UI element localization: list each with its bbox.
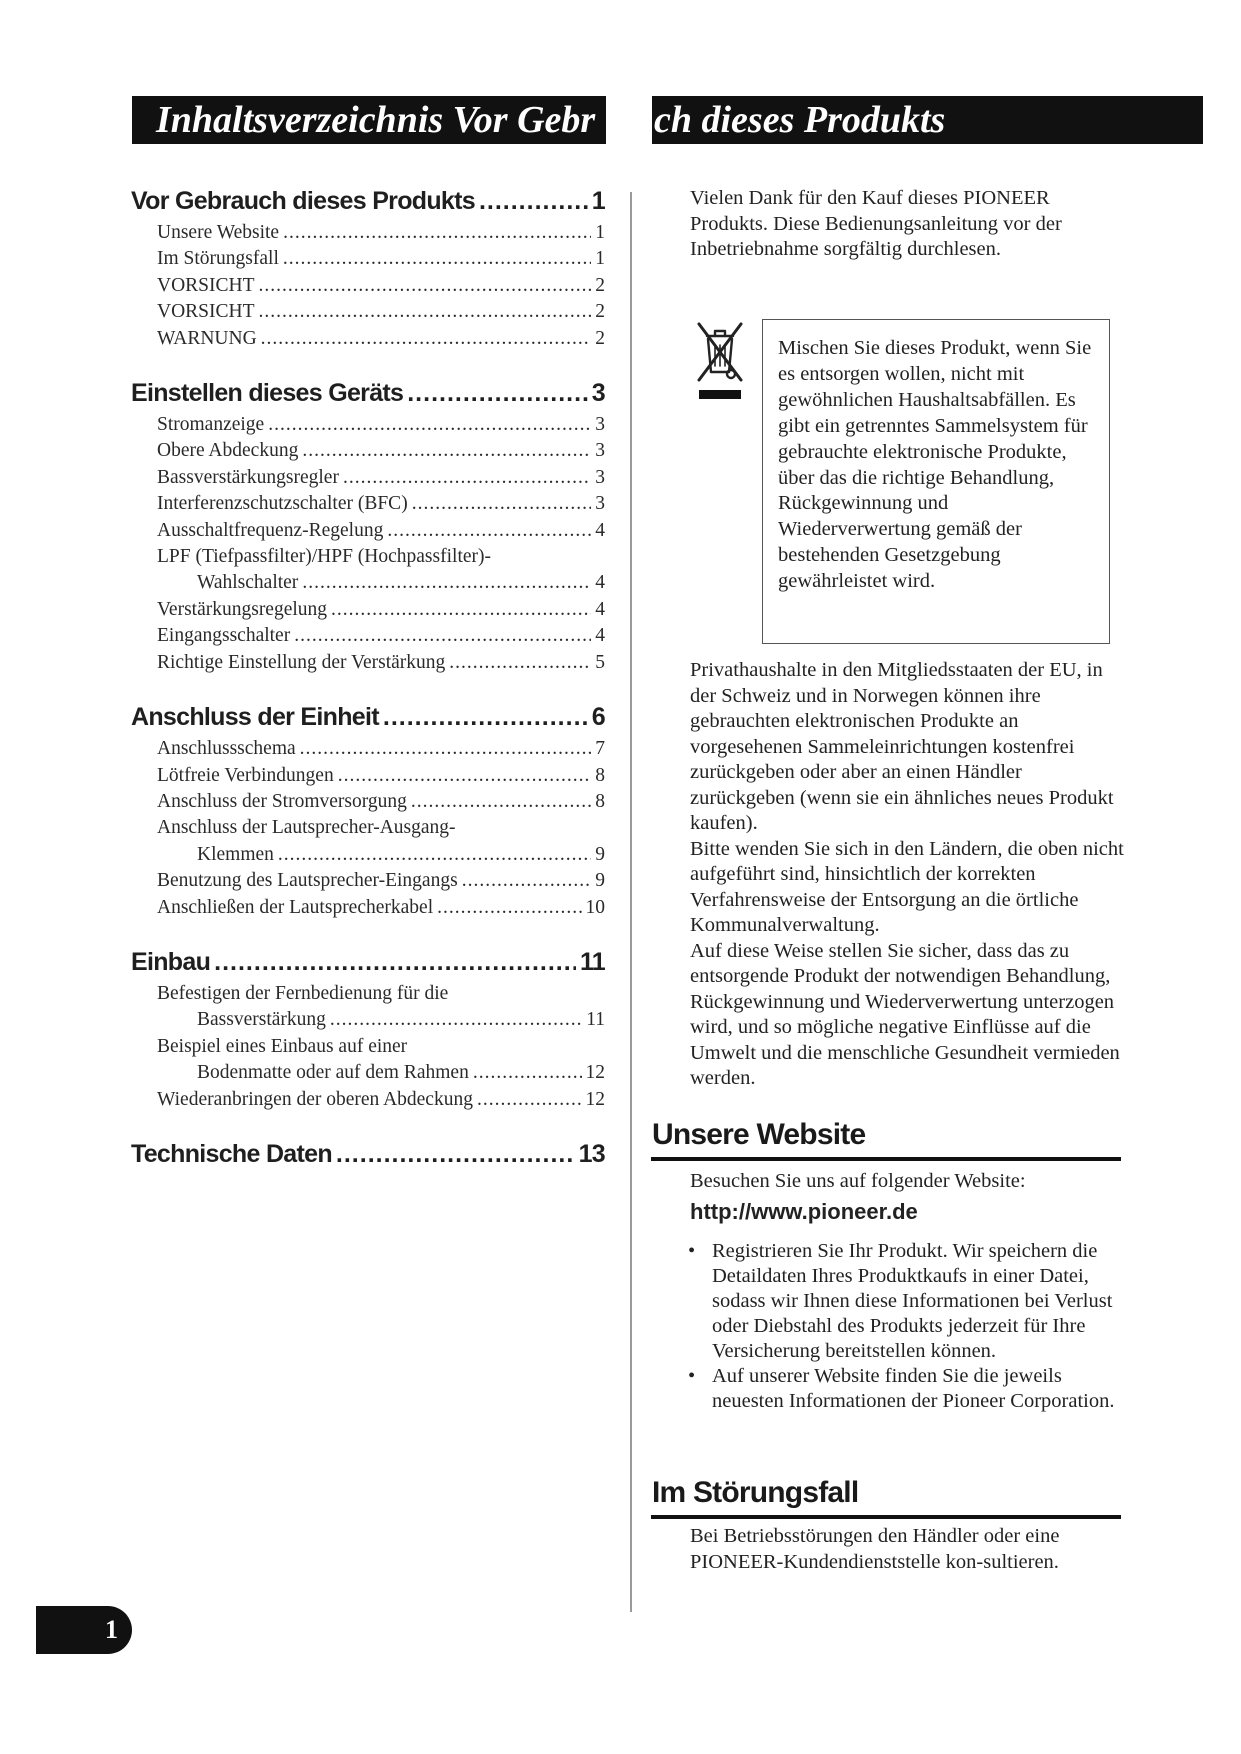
toc-entry-label: Im Störungsfall [157,248,279,270]
toc-entry-page: 8 [595,790,605,812]
intro-paragraph: Vielen Dank für den Kauf dieses PIONEER Produkts. Diese Bedienungsanleitung vor der Inbetriebnahme sorgfältig durchlesen. [690,187,1062,260]
toc-section-page: 3 [591,379,605,408]
toc-leader-dots [214,945,576,979]
disposal-paragraph: Bitte wenden Sie sich in den Ländern, die oben nicht aufgeführt sind, hinsichtlich der korrekten Verfahrensweise der Entsorgung an die örtliche Kommunalverwaltung. [690,837,1124,936]
bullet-icon: • [688,1240,696,1262]
toc-leader-dots [336,1137,575,1171]
website-bullet-list [688,1239,1133,1414]
toc-section-page: 1 [591,187,605,215]
bullet-icon: • [688,1365,696,1387]
toc-entry-label: Eingangsschalter [157,625,291,647]
website-heading: Unsere Website [652,1118,866,1151]
toc-entry-label: Bassverstärkungsregler [157,466,339,488]
toc-entry[interactable] [131,220,605,246]
toc-entry-page: 2 [595,301,605,323]
website-url-link[interactable]: http://www.pioneer.de [690,1199,918,1224]
toc-entry-page: 8 [595,764,605,786]
toc-entry-page: 3 [595,493,605,515]
fault-paragraph: Bei Betriebsstörungen den Händler oder eine PIONEER-Kundendienststelle kon-sultieren. [690,1525,1060,1573]
toc-leader-dots [283,246,591,272]
website-heading-rule [651,1157,1121,1161]
toc-entry-page: 10 [585,896,605,918]
table-of-contents [131,184,605,1195]
toc-entry[interactable] [131,597,605,623]
toc-leader-dots [387,518,591,544]
list-item-text: Registrieren Sie Ihr Produkt. Wir speichern die Detaildaten Ihres Produktkaufs in einer Datei, sodass wir Ihnen diese Informationen bei Verlust oder Diebstahl des Produkts jederzeit für Ihre Versicherung bereitstellen können. [712,1240,1113,1362]
toc-leader-dots [462,868,592,894]
toc-section-title: Einbau [131,947,211,976]
toc-leader-dots [261,326,592,352]
list-item-text: Auf unserer Website finden Sie die jeweils neuesten Informationen der Pioneer Corporation. [712,1365,1115,1412]
disposal-paragraphs [690,658,1130,1092]
fault-heading: Im Störungsfall [652,1476,859,1509]
toc-section-page: 11 [579,947,605,976]
toc-section-heading[interactable] [131,376,605,410]
toc-entry[interactable] [131,570,605,596]
toc-leader-dots [437,895,581,921]
toc-leader-dots [283,220,591,246]
toc-entry-label: Interferenzschutzschalter (BFC) [157,493,408,515]
toc-entry-page: 1 [595,222,605,243]
toc-entry[interactable] [131,1060,605,1086]
toc-entry-label: Unsere Website [157,222,280,243]
toc-leader-dots [259,299,592,325]
toc-leader-dots [338,763,592,789]
toc-leader-dots [412,491,592,517]
toc-section-title: Einstellen dieses Geräts [131,379,404,408]
toc-leader-dots [479,184,588,218]
toc-leader-dots [331,597,591,623]
toc-leader-dots [259,273,592,299]
toc-entry-page: 11 [586,1009,605,1031]
list-item [688,1364,1133,1414]
toc-entry[interactable] [131,326,605,352]
fault-heading-rule [651,1515,1121,1519]
toc-entry-label: Anschlussschema [157,738,296,760]
toc-leader-dots [407,376,588,410]
toc-entry-label-continued: Bassverstärkung [197,1009,326,1031]
toc-leader-dots [302,570,591,596]
toc-entry-label: Richtige Einstellung der Verstärkung [157,651,446,673]
disposal-notice-box: Mischen Sie dieses Produkt, wenn Sie es entsorgen wollen, nicht mit gewöhnlichen Haushaltsabfällen. Es gibt ein getrenntes Sammelsystem für gebrauchte elektronische Produkte, über das die richtige Behandlung, Rückgewinnung und Wiederverwertung gemäß der bestehenden Gesetzgebung gewährleistet wird. [762,319,1110,644]
toc-entry-page: 5 [595,651,605,673]
toc-entry[interactable] [131,789,605,815]
toc-entry-label: Ausschaltfrequenz-Regelung [157,519,384,541]
toc-section-page: 13 [578,1139,605,1168]
toc-entry-label: Verstärkungsregelung [157,598,328,620]
toc-entry-page: 4 [595,598,605,620]
toc-leader-dots [278,842,591,868]
toc-entry-label: Obere Abdeckung [157,440,299,462]
toc-entry[interactable] [131,868,605,894]
toc-entry[interactable] [131,736,605,762]
toc-entry-label: VORSICHT [157,274,255,296]
toc-section [131,945,605,1113]
toc-entry-first-line[interactable]: Anschluss der Lautsprecher-Ausgang- [157,817,456,839]
toc-leader-dots [477,1087,582,1113]
toc-entry[interactable] [131,650,605,676]
toc-entry-label: Benutzung des Lautsprecher-Eingangs [157,870,458,892]
toc-leader-dots [449,650,591,676]
disposal-paragraph: Privathaushalte in den Mitgliedsstaaten der EU, in der Schweiz und in Norwegen können ihre gebrauchten elektronischen Produkte an vorgesehenen Sammeleinrichtungen kostenfrei zurückgeben oder aber an einen Händler zurückgeben (wenn sie ein ähnliches neues Produkt kaufen). [690,659,1114,834]
toc-entry-page: 3 [595,466,605,488]
toc-entry-page: 3 [595,414,605,436]
toc-entry[interactable] [131,438,605,464]
toc-entry[interactable] [131,842,605,868]
toc-entry[interactable] [131,1007,605,1033]
toc-leader-dots [330,1007,582,1033]
toc-section-heading[interactable] [131,1137,605,1171]
list-item [688,1239,1133,1364]
toc-entry-page: 4 [595,625,605,647]
toc-entry-page: 12 [585,1062,605,1084]
toc-entry-page: 1 [595,248,605,270]
toc-section [131,184,605,352]
toc-entry[interactable] [131,273,605,299]
toc-leader-dots [343,465,591,491]
toc-section-title: Vor Gebrauch dieses Produkts [131,187,475,215]
toc-entry[interactable] [131,465,605,491]
toc-entry[interactable] [131,763,605,789]
toc-entry[interactable] [131,299,605,325]
toc-leader-dots [302,438,591,464]
toc-entry[interactable] [131,1087,605,1113]
toc-entry[interactable] [131,623,605,649]
toc-entry-label: Stromanzeige [157,414,265,436]
toc-entry-label: Anschluss der Stromversorgung [157,790,407,812]
page-title-left: Inhaltsverzeichnis Vor Gebr [132,96,606,144]
toc-leader-dots [300,736,592,762]
toc-entry-first-line[interactable]: Befestigen der Fernbedienung für die [157,982,449,1004]
page-number: 1 [105,1615,118,1644]
toc-entry-page: 2 [595,327,605,349]
toc-entry-page: 12 [585,1088,605,1110]
toc-entry-page: 4 [595,572,605,594]
disposal-notice [695,318,1117,648]
toc-entry[interactable] [131,412,605,438]
toc-entry[interactable] [131,491,605,517]
toc-section [131,700,605,921]
toc-leader-dots [383,700,588,734]
toc-leader-dots [411,789,591,815]
website-intro: Besuchen Sie uns auf folgender Website: [690,1170,1026,1192]
toc-entry-label: Lötfreie Verbindungen [157,764,334,786]
toc-entry[interactable] [131,246,605,272]
disposal-paragraph: Auf diese Weise stellen Sie sicher, dass das zu entsorgende Produkt der notwendigen Behandlung, Rückgewinnung und Wiederverwertung unterzogen wird, und so mögliche negative Einflüsse auf die Umwelt und die menschliche Gesundheit vermieden werden. [690,939,1120,1089]
toc-leader-dots [473,1060,582,1086]
toc-entry-first-line[interactable]: LPF (Tiefpassfilter)/HPF (Hochpassfilter)- [157,546,491,568]
toc-entry-page: 3 [595,440,605,462]
toc-entry-page: 7 [595,738,605,760]
toc-section-heading[interactable] [131,700,605,734]
column-divider [630,192,632,1612]
toc-entry-first-line[interactable]: Beispiel eines Einbaus auf einer [157,1035,408,1057]
toc-section-title: Technische Daten [131,1139,332,1168]
toc-leader-dots [294,623,591,649]
toc-entry-page: 2 [595,274,605,296]
page-number-tab [36,1606,132,1654]
toc-section-heading[interactable] [131,184,605,218]
toc-entry-label: WARNUNG [157,327,257,349]
page-title-right: ch dieses Produkts [652,96,1203,144]
toc-entry-label: Wiederanbringen der oberen Abdeckung [157,1088,473,1110]
toc-section [131,1137,605,1171]
toc-section [131,376,605,676]
toc-entry-label-continued: Wahlschalter [197,572,299,594]
toc-entry-page: 4 [595,519,605,541]
crossed-out-wheelie-bin-icon [695,320,745,406]
toc-entry[interactable] [131,518,605,544]
toc-entry-label: Anschließen der Lautsprecherkabel [157,896,434,918]
toc-section-title: Anschluss der Einheit [131,703,379,732]
toc-section-page: 6 [591,703,605,732]
toc-section-heading[interactable] [131,945,605,979]
toc-leader-dots [268,412,591,438]
toc-entry-page: 9 [595,870,605,892]
toc-entry-label: VORSICHT [157,301,255,323]
toc-entry-label-continued: Bodenmatte oder auf dem Rahmen [197,1062,469,1084]
toc-entry[interactable] [131,895,605,921]
toc-entry-page: 9 [595,843,605,865]
toc-entry-label-continued: Klemmen [197,843,274,865]
